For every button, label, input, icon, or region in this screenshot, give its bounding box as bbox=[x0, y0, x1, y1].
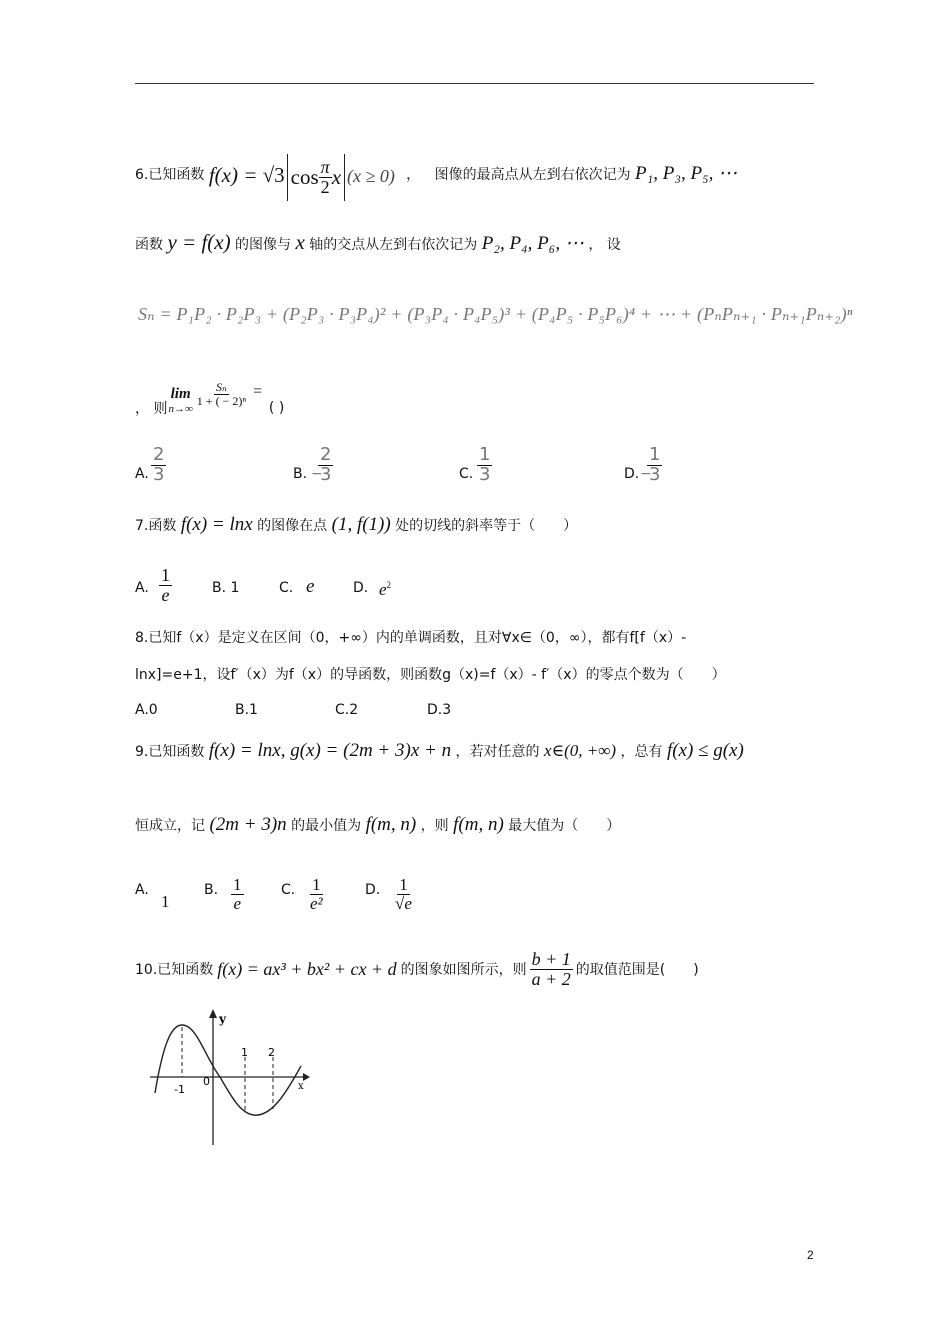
q9-option-c-num: 1 bbox=[312, 875, 321, 894]
q9-expr: (2m + 3)n bbox=[209, 814, 287, 835]
q6-prefix: 6.已知函数 bbox=[135, 167, 205, 184]
q9-domain: x∈(0, +∞) bbox=[543, 741, 617, 760]
y-axis-arrow bbox=[209, 1009, 217, 1018]
q6-lim-prefix: ， 则 bbox=[135, 401, 168, 417]
q6-lim-num: Sₙ bbox=[216, 379, 227, 394]
q9-option-a-label: A. bbox=[135, 882, 149, 898]
origin-label: 0 bbox=[203, 1075, 210, 1088]
q9-mid1: ，若对任意的 bbox=[455, 744, 540, 760]
q9-option-a-val: 1 bbox=[161, 892, 170, 911]
page-number: 2 bbox=[807, 1248, 814, 1262]
q6-option-c-label: C. bbox=[459, 466, 474, 482]
q9-mid2: ，总有 bbox=[620, 744, 663, 760]
q9-option-b-label: B. bbox=[204, 882, 219, 898]
q6-lim-op bbox=[168, 374, 192, 415]
q7-options bbox=[135, 566, 555, 614]
q9-line2-c: ，则 bbox=[420, 818, 449, 834]
q7-stem bbox=[135, 514, 577, 536]
q6-pi: π bbox=[320, 157, 330, 177]
q6-option-d-label: D. bbox=[624, 466, 640, 482]
q9-funcs: f(x) = lnx, g(x) = (2m + 3)x + n bbox=[208, 740, 452, 761]
q9-option-c-frac bbox=[308, 876, 325, 913]
q6-option-a-den: 3 bbox=[153, 463, 165, 485]
q7-option-d-label: D. bbox=[353, 580, 369, 596]
q7-option-d-val bbox=[379, 580, 391, 600]
q6-comma: ， bbox=[406, 167, 421, 184]
q6-abs bbox=[287, 154, 345, 201]
q6-option-d-frac bbox=[647, 446, 662, 485]
q6-option-b-frac bbox=[318, 446, 333, 485]
q10-num: b + 1 bbox=[531, 949, 571, 969]
q7-point: (1, f(1)) bbox=[331, 514, 391, 535]
q6-option-d-den: 3 bbox=[649, 463, 661, 485]
q6-lim: lim bbox=[170, 385, 191, 402]
q10-cubic-graph bbox=[145, 1005, 315, 1150]
q6-x: x bbox=[331, 164, 342, 189]
q6-option-b-den: 3 bbox=[320, 463, 332, 485]
q10-mid: 的图象如图所示，则 bbox=[400, 962, 527, 979]
q7-option-b: B. 1 bbox=[212, 580, 240, 596]
q7-option-d-base: e bbox=[379, 580, 387, 599]
q7-prefix: 7.函数 bbox=[135, 518, 177, 534]
q7-option-c-label: C. bbox=[279, 580, 294, 596]
q9-options bbox=[135, 876, 435, 926]
q6-option-a-frac bbox=[151, 446, 166, 485]
q10-den: a + 2 bbox=[531, 968, 571, 989]
x-axis-arrow bbox=[303, 1073, 310, 1081]
q6-func-lhs: f(x) = bbox=[208, 163, 263, 188]
header-rule bbox=[135, 83, 814, 84]
q9-option-b-den: e bbox=[233, 893, 242, 913]
q8-option-a: A.0 bbox=[135, 702, 158, 718]
q6-limit-line bbox=[135, 370, 284, 418]
q9-line2 bbox=[135, 814, 620, 836]
q9-prefix: 9.已知函数 bbox=[135, 744, 205, 760]
q10-func: f(x) = ax³ + bx² + cx + d bbox=[217, 958, 397, 979]
q6-func bbox=[208, 157, 400, 197]
q6-option-a-label: A. bbox=[135, 466, 149, 482]
q6-option-b-sign: − bbox=[311, 466, 323, 482]
q6-line2-x: x bbox=[295, 230, 305, 254]
q10-stem bbox=[135, 950, 699, 989]
q6-two: 2 bbox=[320, 176, 330, 197]
q6-line1 bbox=[135, 154, 737, 201]
q9-fmn: f(m, n) bbox=[365, 814, 417, 835]
tick-1-label: 1 bbox=[241, 1046, 248, 1059]
q7-option-a-label: A. bbox=[135, 580, 149, 596]
q8-option-d: D.3 bbox=[427, 702, 452, 718]
q9-option-d-num: 1 bbox=[399, 875, 408, 894]
q6-mid: 图像的最高点从左到右依次记为 bbox=[434, 167, 631, 184]
q6-lim-frac bbox=[195, 381, 248, 407]
q9-option-d-label: D. bbox=[365, 882, 381, 898]
q6-pi-frac bbox=[319, 158, 332, 197]
q7-option-c-val: e bbox=[306, 576, 315, 597]
q7-mid: 的图像在点 bbox=[257, 518, 328, 534]
q6-line2-suffix: ， 设 bbox=[588, 237, 621, 253]
q6-odd-points: P₁, P₃, P₅, ⋯ bbox=[635, 163, 738, 185]
q8-option-b: B.1 bbox=[235, 702, 258, 718]
q6-options bbox=[135, 446, 695, 486]
tick-neg1-label: -1 bbox=[174, 1083, 185, 1096]
q9-line2-b: 的最小值为 bbox=[291, 818, 362, 834]
q9-ineq: f(x) ≤ g(x) bbox=[666, 740, 744, 761]
q9-line2-d: 最大值为（ ） bbox=[508, 818, 621, 834]
tick-2-label: 2 bbox=[268, 1046, 275, 1059]
q8-line2: lnx]=e+1，设f′（x）为f（x）的导函数，则函数g（x)=f（x）- f′（x）的零点个数为（ ） bbox=[135, 667, 726, 683]
q10-prefix: 10.已知函数 bbox=[135, 962, 214, 979]
q9-option-b-num: 1 bbox=[233, 875, 242, 894]
q6-s-formula: Sₙ = P₁P₂ · P₂P₃ + (P₂P₃ · P₃P₄)² + (P₃P₄ · P₄P₅)³ + (P₄P₅ · P₅P₆)⁴ + ⋯ + (PₙPₙ₊₁ · Pₙ₊₁Pₙ₊₂)ⁿ bbox=[138, 304, 853, 324]
q6-lim-sub: n→∞ bbox=[168, 402, 193, 415]
q6-cos: cos bbox=[290, 164, 319, 189]
q8-line1: 8.已知f（x）是定义在区间（0，+∞）内的单调函数，且对∀x∈（0，∞），都有f[f（x）- bbox=[135, 630, 687, 646]
q6-even-points: P₂, P₄, P₆, ⋯ bbox=[481, 233, 584, 254]
q10-suffix: 的取值范围是( ) bbox=[575, 962, 699, 979]
q9-option-c-label: C. bbox=[281, 882, 296, 898]
q6-option-d-num: 1 bbox=[649, 444, 661, 465]
q8-options bbox=[135, 702, 535, 722]
q6-line2-mid1: 的图像与 bbox=[235, 237, 292, 253]
y-axis-label: y bbox=[219, 1012, 226, 1026]
q6-option-b-label: B. bbox=[293, 466, 308, 482]
q6-option-c-den: 3 bbox=[479, 463, 491, 485]
q9-option-b-frac bbox=[231, 876, 244, 913]
q6-option-a-num: 2 bbox=[153, 444, 165, 465]
q9-option-d-den: √e bbox=[395, 893, 412, 913]
q9-fmn2: f(m, n) bbox=[453, 814, 504, 835]
q7-option-a-frac bbox=[159, 566, 172, 605]
q7-suffix: 处的切线的斜率等于（ ） bbox=[395, 518, 578, 534]
q6-option-d-sign: − bbox=[640, 466, 652, 482]
q10-frac bbox=[530, 950, 573, 989]
q9-option-d-frac bbox=[393, 876, 414, 913]
q6-option-b-num: 2 bbox=[320, 444, 332, 465]
q6-line2-mid2: 轴的交点从左到右依次记为 bbox=[309, 237, 478, 253]
q7-option-a-num: 1 bbox=[161, 565, 170, 585]
q6-line2-prefix: 函数 bbox=[135, 237, 163, 253]
q6-lim-eq: = bbox=[252, 383, 263, 400]
q9-line2-a: 恒成立，记 bbox=[135, 818, 205, 834]
q6-line2 bbox=[135, 230, 621, 255]
x-axis-label: x bbox=[298, 1081, 304, 1092]
q9-option-c-den: e² bbox=[310, 893, 323, 913]
q6-line2-func: y = f(x) bbox=[167, 230, 231, 254]
q7-func: f(x) = lnx bbox=[180, 514, 253, 535]
q6-lim-den: 1 + ( − 2)ⁿ bbox=[196, 393, 247, 408]
q7-option-d-exp: 2 bbox=[386, 580, 392, 590]
q9-line1 bbox=[135, 740, 744, 762]
q6-option-c-frac bbox=[477, 446, 492, 485]
q6-cond: (x ≥ 0) bbox=[347, 166, 395, 187]
q6-sqrt3: √3 bbox=[262, 163, 285, 188]
q7-option-a-den: e bbox=[161, 584, 170, 605]
q6-option-c-num: 1 bbox=[479, 444, 491, 465]
cubic-curve bbox=[155, 1025, 301, 1115]
q6-paren: ( ) bbox=[268, 400, 285, 416]
q8-option-c: C.2 bbox=[335, 702, 359, 718]
